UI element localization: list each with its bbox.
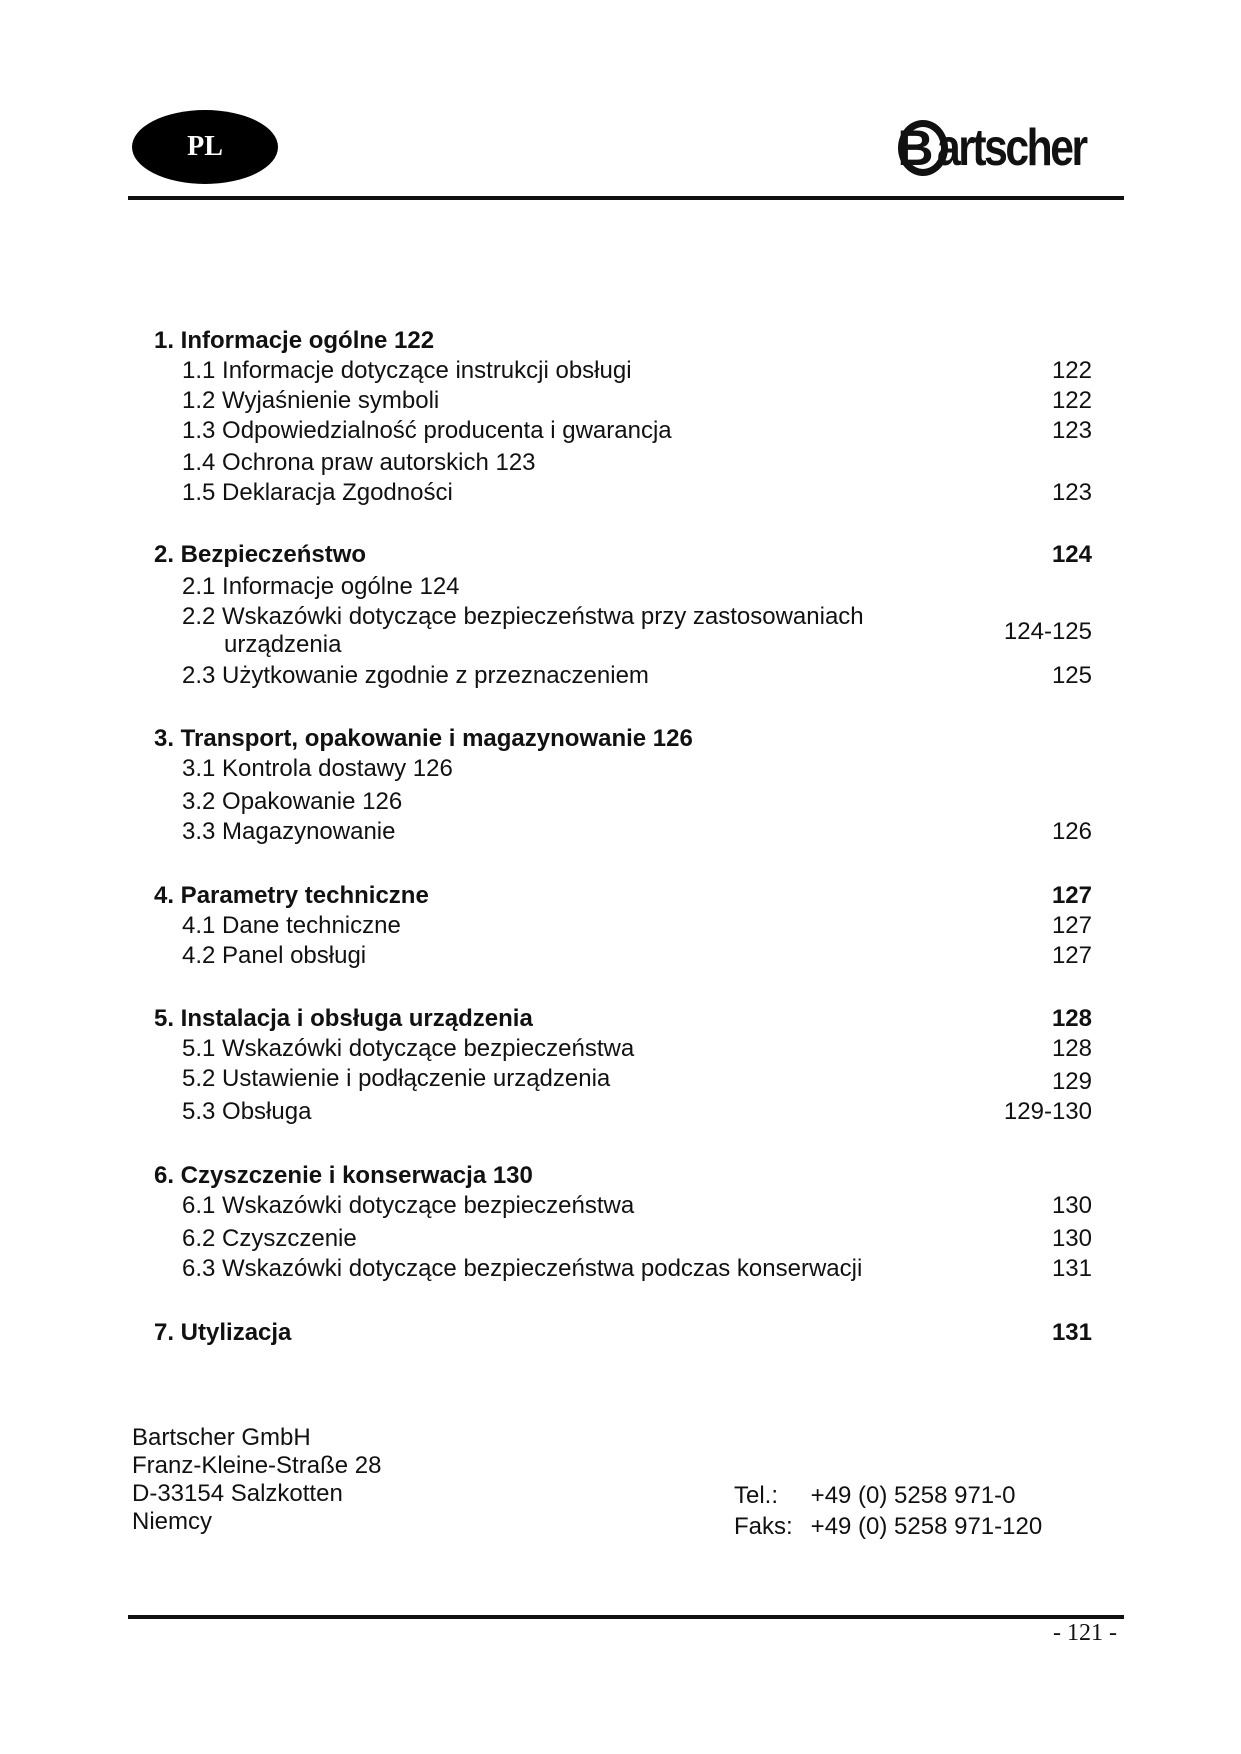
brand-logo-mark <box>896 116 935 180</box>
address-company: Bartscher GmbH <box>132 1424 311 1451</box>
toc-page-1-5: 123 <box>1051 479 1092 506</box>
address-city: D-33154 Salzkotten <box>132 1480 343 1507</box>
toc-page-6-2: 130 <box>1051 1225 1092 1252</box>
toc-entry-1-1: 1.1 Informacje dotyczące instrukcji obsługi <box>182 357 632 384</box>
page-number: - 121 - <box>1053 1620 1117 1646</box>
toc-entry-5-2: 5.2 Ustawienie i podłączenie urządzenia <box>182 1065 611 1092</box>
toc-entry-1-3: 1.3 Odpowiedzialność producenta i gwarancja <box>182 417 672 444</box>
toc-entry-2-1: 2.1 Informacje ogólne 124 <box>182 573 460 600</box>
toc-entry-3-3: 3.3 Magazynowanie <box>182 818 396 845</box>
language-badge <box>132 110 278 184</box>
toc-entry-1-5: 1.5 Deklaracja Zgodności <box>182 479 453 506</box>
toc-section-5: 5. Instalacja i obsługa urządzenia <box>154 1005 533 1032</box>
toc-entry-2-2-line2: urządzenia <box>224 631 342 658</box>
contact-phone <box>734 1480 1042 1511</box>
toc-page-4-1: 127 <box>1051 912 1092 939</box>
address-country: Niemcy <box>132 1508 213 1535</box>
toc-page-4: 127 <box>1051 882 1092 909</box>
toc-page-5: 128 <box>1051 1005 1092 1032</box>
toc-entry-1-2: 1.2 Wyjaśnienie symboli <box>182 387 440 414</box>
contact-phone-label: Tel.: <box>734 1482 779 1509</box>
toc-section-2: 2. Bezpieczeństwo <box>154 541 367 568</box>
toc-entry-2-2-line1: 2.2 Wskazówki dotyczące bezpieczeństwa przy zastosowaniach <box>182 603 864 630</box>
brand-logo-text: artscher <box>936 119 1086 177</box>
address-street: Franz-Kleine-Straße 28 <box>132 1452 382 1479</box>
toc-page-2-2: 124-125 <box>1003 618 1092 645</box>
company-contact <box>734 1480 1042 1542</box>
toc-page-5-2: 129 <box>1051 1068 1092 1095</box>
brand-logo <box>896 108 1118 188</box>
toc-section-1: 1. Informacje ogólne 122 <box>154 327 435 354</box>
toc-page-5-1: 128 <box>1051 1035 1092 1062</box>
toc-entry-3-1: 3.1 Kontrola dostawy 126 <box>182 755 453 782</box>
toc-entry-4-2: 4.2 Panel obsługi <box>182 942 367 969</box>
brand-logo-letter: B <box>897 120 934 176</box>
toc-page-1-2: 122 <box>1051 387 1092 414</box>
toc-page-6-3: 131 <box>1051 1255 1092 1282</box>
toc-page-1-1: 122 <box>1051 357 1092 384</box>
toc-page-6-1: 130 <box>1051 1192 1092 1219</box>
toc-entry-6-1: 6.1 Wskazówki dotyczące bezpieczeństwa <box>182 1192 635 1219</box>
language-badge-label: PL <box>187 131 223 162</box>
toc-entry-2-3: 2.3 Użytkowanie zgodnie z przeznaczeniem <box>182 662 649 689</box>
toc-section-6: 6. Czyszczenie i konserwacja 130 <box>154 1162 533 1189</box>
contact-fax-number: +49 (0) 5258 971-120 <box>810 1513 1043 1540</box>
toc-entry-4-1: 4.1 Dane techniczne <box>182 912 401 939</box>
toc-entry-6-3: 6.3 Wskazówki dotyczące bezpieczeństwa podczas konserwacji <box>182 1255 863 1282</box>
toc-section-7: 7. Utylizacja <box>154 1319 292 1346</box>
toc-entry-3-2: 3.2 Opakowanie 126 <box>182 788 403 815</box>
toc-entry-6-2: 6.2 Czyszczenie <box>182 1225 357 1252</box>
toc-entry-1-4: 1.4 Ochrona praw autorskich 123 <box>182 449 536 476</box>
toc-page-3-3: 126 <box>1051 818 1092 845</box>
contact-fax <box>734 1511 1042 1542</box>
contact-phone-number: +49 (0) 5258 971-0 <box>810 1482 1016 1509</box>
header-divider <box>128 196 1124 200</box>
toc-page-2-3: 125 <box>1051 662 1092 689</box>
toc-section-3: 3. Transport, opakowanie i magazynowanie 126 <box>154 725 693 752</box>
toc-entry-2-2 <box>182 603 902 659</box>
toc-entry-5-1: 5.1 Wskazówki dotyczące bezpieczeństwa <box>182 1035 635 1062</box>
toc-page-1-3: 123 <box>1051 417 1092 444</box>
toc-page-4-2: 127 <box>1051 942 1092 969</box>
toc-page-2: 124 <box>1051 541 1092 568</box>
toc-entry-5-3: 5.3 Obsługa <box>182 1098 312 1125</box>
toc-page-5-3: 129-130 <box>1003 1098 1092 1125</box>
company-address <box>132 1424 381 1536</box>
toc-page-7: 131 <box>1051 1319 1092 1346</box>
footer-divider <box>128 1615 1124 1619</box>
contact-fax-label: Faks: <box>734 1513 793 1540</box>
toc-section-4: 4. Parametry techniczne <box>154 882 429 909</box>
